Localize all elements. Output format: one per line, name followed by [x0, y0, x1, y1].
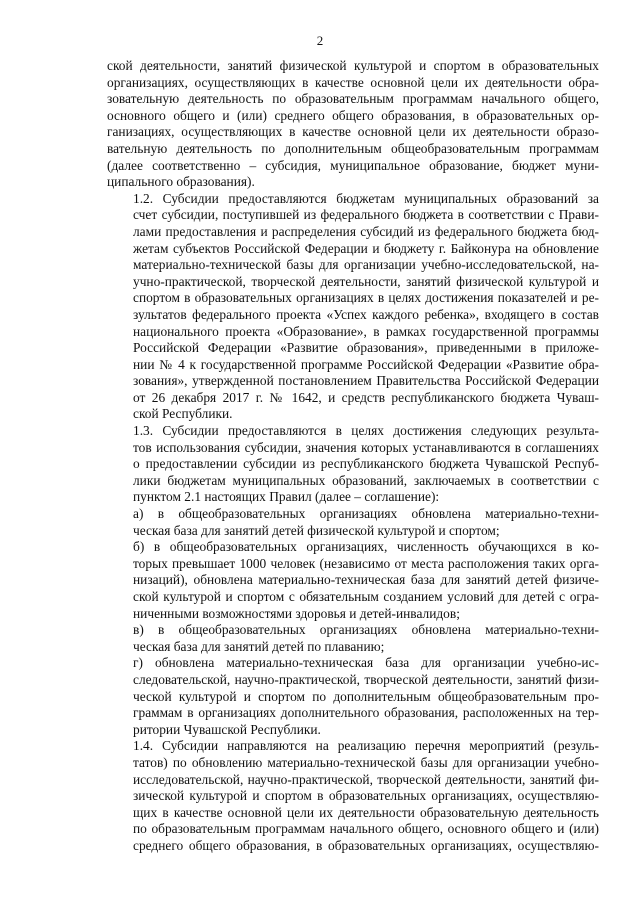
text-line: организациях, осуществляющих в качестве основной цели их деятельности обра- [107, 74, 599, 90]
text-line: ской Республики. [133, 406, 233, 422]
text-line: ческая база для занятий детей физической культурой и спортом; [133, 522, 500, 538]
text-line: учно-практической, творческой деятельности, занятий физической культурой и [133, 273, 599, 289]
text-line: щих в качестве основной цели их деятельности образовательную деятельность [133, 804, 599, 820]
text-line: жетам субъектов Российской Федерации и бюджету г. Байконура на обновление [133, 240, 599, 256]
paragraph [107, 506, 599, 539]
text-line: татов) по обновлению материально-технической базы для организации учебно- [133, 754, 599, 770]
text-line: вательную деятельность по дополнительным общеобразовательным программам [107, 140, 599, 156]
paragraph [107, 738, 599, 854]
text-line: г) обновлена материально-техническая база для организации учебно-ис- [133, 655, 599, 671]
text-line: счет субсидии, поступившей из федерального бюджета в соответствии с Прави- [133, 207, 599, 223]
text-line: по образовательным программам начального общего, основного общего и (или) [133, 821, 599, 837]
text-line: Российской Федерации «Развитие образования», приведенными в приложе- [133, 340, 599, 356]
text-line: ритории Чувашской Республики. [133, 721, 321, 737]
text-line: национального проекта «Образование», в рамках государственной программы [133, 323, 599, 339]
text-line: низаций), обновлена материально-техническая база для занятий детей физиче- [133, 572, 599, 588]
text-line: пунктом 2.1 настоящих Правил (далее – соглашение): [133, 489, 440, 505]
paragraph [107, 58, 599, 191]
text-line: лики бюджетам муниципальных образований, заключаемых в соответствии с [133, 472, 599, 488]
text-line: материально-технической базы для организации учебно-исследовательской, на- [133, 257, 599, 273]
text-line: от 26 декабря 2017 г. № 1642, и средств республиканского бюджета Чуваш- [133, 389, 599, 405]
text-line: исследовательской, научно-практической, творческой деятельности, занятий фи- [133, 771, 599, 787]
paragraph [107, 423, 599, 506]
text-line: ниченными возможностями здоровья и детей-инвалидов; [133, 605, 460, 621]
document-body [107, 58, 599, 855]
text-line: торых превышает 1000 человек (независимо от места расположения таких орга- [133, 555, 599, 571]
text-line: ципального образования). [107, 174, 255, 190]
paragraph [107, 622, 599, 655]
text-line: ческая база для занятий детей по плаванию; [133, 638, 385, 654]
paragraph [107, 539, 599, 622]
text-line: тов использования субсидии, значения которых устанавливаются в соглашениях [133, 439, 599, 455]
text-line: нии № 4 к государственной программе Российской Федерации «Развитие обра- [133, 356, 599, 372]
text-line: среднего общего образования, в образовательных организациях, осуществляю- [133, 837, 599, 853]
paragraph [107, 191, 599, 423]
text-line: 1.2. Субсидии предоставляются бюджетам муниципальных образований за [133, 190, 599, 206]
text-line: о предоставлении субсидии из республиканского бюджета Чувашской Респуб- [133, 456, 599, 472]
text-line: зультатов федерального проекта «Успех каждого ребенка», входящего в состав [133, 306, 599, 322]
text-line: граммам в организациях дополнительного образования, расположенных на тер- [133, 705, 599, 721]
text-line: б) в общеобразовательных организациях, численность обучающихся в ко- [133, 539, 599, 555]
text-line: ской культурой и спортом с обязательным созданием условий для детей с огра- [133, 589, 599, 604]
text-line: (далее соответственно – субсидия, муниципальное образование, бюджет муни- [107, 157, 599, 173]
text-line: лами предоставления и распределения субсидий из федерального бюджета бюд- [133, 223, 599, 239]
text-line: основного общего и (или) среднего общего образования, в образовательных ор- [107, 107, 599, 123]
text-line: в) в общеобразовательных организациях обновлена материально-техни- [133, 622, 599, 638]
text-line: а) в общеобразовательных организациях обновлена материально-техни- [133, 506, 599, 522]
text-line: 1.4. Субсидии направляются на реализацию перечня мероприятий (резуль- [133, 738, 599, 754]
text-line: спортом в образовательных организациях в целях достижения показателей и ре- [133, 290, 599, 306]
text-line: ской деятельности, занятий физической культурой и спортом в образовательных [107, 58, 599, 73]
paragraph [107, 655, 599, 738]
text-line: 1.3. Субсидии предоставляются в целях достижения следующих результа- [133, 423, 599, 439]
text-line: ческой культурой и спортом по дополнительным общеобразовательным про- [133, 688, 599, 704]
text-line: ганизациях, осуществляющих в качестве основной цели их деятельности образо- [107, 124, 599, 140]
text-line: следовательской, научно-практической, творческой деятельности, занятий физи- [133, 671, 599, 687]
text-line: зической культурой и спортом в образовательных организациях, осуществляю- [133, 788, 599, 804]
text-line: зования», утвержденной постановлением Правительства Российской Федерации [133, 373, 599, 389]
page-number: 2 [316, 33, 324, 48]
text-line: зовательную деятельность по образовательным программам начального общего, [107, 91, 599, 107]
